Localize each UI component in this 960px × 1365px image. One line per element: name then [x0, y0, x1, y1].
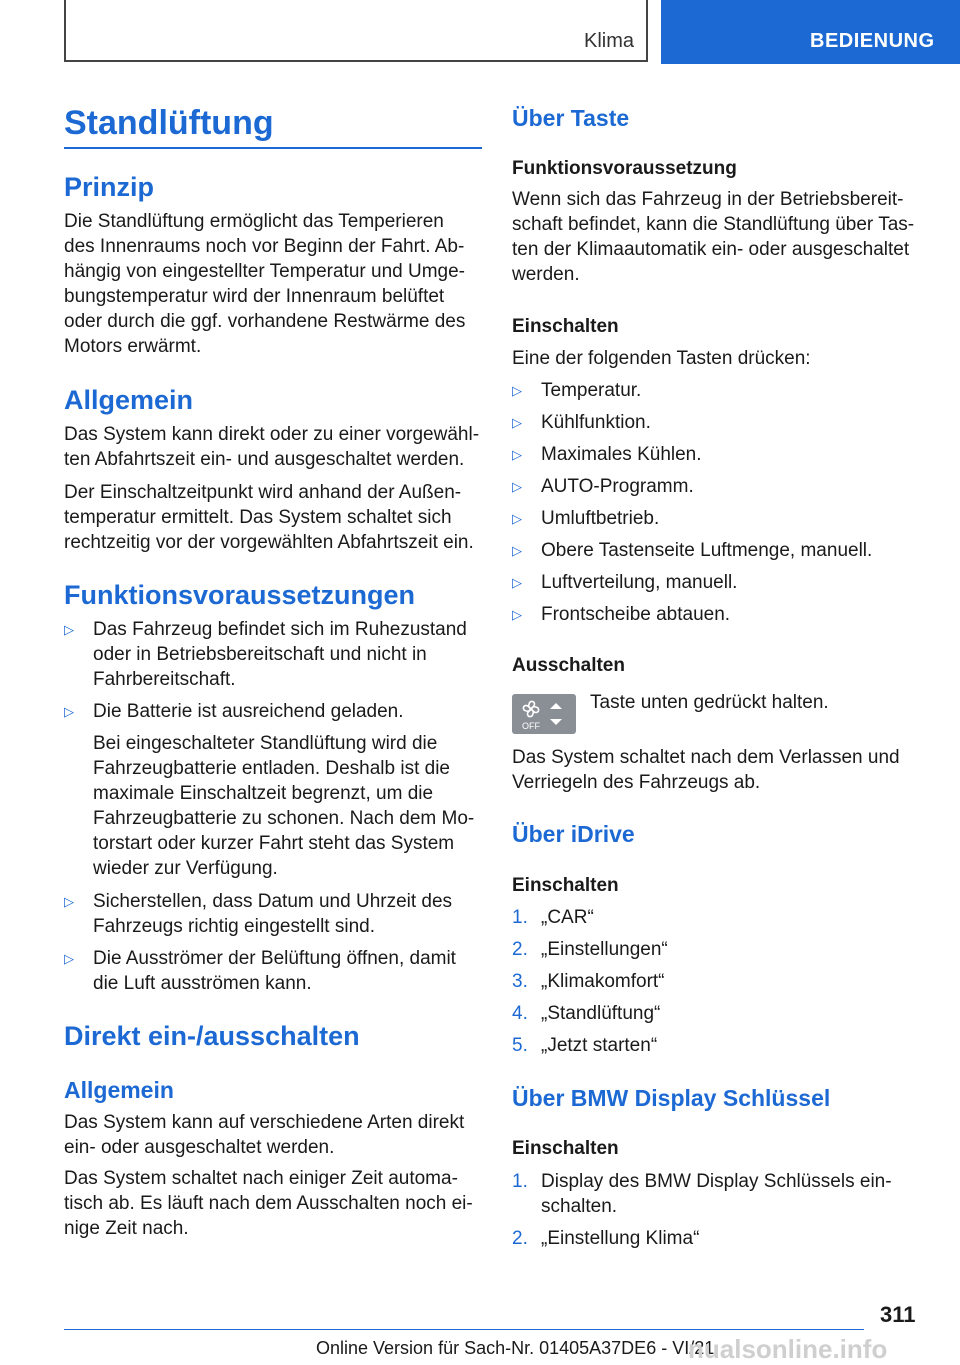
triangle-bullet-icon: ▷: [64, 704, 74, 719]
text-line: „Standlüftung“: [541, 1003, 661, 1024]
einschalten-intro: Eine der folgenden Tasten drücken:: [512, 348, 811, 369]
key-label: OFF: [522, 721, 540, 731]
allgemein-paragraph-2: [64, 480, 482, 555]
step-number: 1.: [512, 1171, 528, 1192]
text-line: Die Standlüftung ermöglicht das Temperieren: [64, 211, 444, 232]
text-line: nige Zeit nach.: [64, 1218, 189, 1239]
text-line: „Einstellung Klima“: [541, 1228, 700, 1249]
text-line: rechtzeitig vor der vorgewählten Abfahrtszeit ein.: [64, 532, 474, 553]
triangle-bullet-icon: ▷: [512, 383, 522, 398]
text-line: Das Fahrzeug befindet sich im Ruhezustand: [93, 619, 467, 640]
header-chapter-title: BEDIENUNG: [810, 30, 935, 52]
step-number: 2.: [512, 939, 528, 960]
triangle-bullet-icon: ▷: [64, 894, 74, 909]
text-line: oder durch die ggf. vorhandene Restwärme des: [64, 311, 466, 332]
funktionsvoraussetzung-paragraph: [512, 187, 930, 287]
prinzip-paragraph: [64, 209, 482, 359]
text-line: schalten.: [541, 1196, 618, 1217]
text-line: oder in Betriebsbereitschaft und nicht in: [93, 644, 427, 665]
text-line: AUTO-Programm.: [541, 476, 694, 497]
allgemein-heading: Allgemein: [64, 385, 194, 415]
triangle-bullet-icon: ▷: [512, 447, 522, 462]
fan-off-key-icon: [512, 694, 576, 734]
step-number: 3.: [512, 971, 528, 992]
prinzip-heading: Prinzip: [64, 172, 155, 202]
triangle-bullet-icon: ▷: [512, 415, 522, 430]
text-line: Das System kann auf verschiedene Arten direkt: [64, 1112, 465, 1133]
text-line: hängig von eingestellter Temperatur und Umge‐: [64, 261, 465, 282]
text-line: Luftverteilung, manuell.: [541, 572, 738, 593]
triangle-bullet-icon: ▷: [512, 543, 522, 558]
text-line: ten der Klimaautomatik ein- oder ausgeschaltet: [512, 239, 910, 260]
text-line: Temperatur.: [541, 380, 642, 401]
text-line: Obere Tastenseite Luftmenge, manuell.: [541, 540, 873, 561]
text-line: tisch ab. Es läuft nach dem Ausschalten noch ei‐: [64, 1193, 473, 1214]
text-line: Das System schaltet nach einiger Zeit automa‐: [64, 1168, 458, 1189]
page-title: Standlüftung: [64, 104, 274, 142]
text-line: Verriegeln des Fahrzeugs ab.: [512, 772, 761, 793]
taste-heading: Über Taste: [512, 105, 630, 131]
idrive-heading: Über iDrive: [512, 821, 635, 847]
text-line: des Innenraums noch vor Beginn der Fahrt. Ab‐: [64, 236, 465, 257]
step-number: 1.: [512, 907, 528, 928]
header-chapter-tab: [661, 0, 960, 64]
allgemein-paragraph-1: [64, 422, 482, 472]
step-number: 4.: [512, 1003, 528, 1024]
fan-icon: [512, 694, 576, 734]
text-line: die Luft ausströmen kann.: [93, 973, 312, 994]
allgemein2-paragraph-2: [64, 1166, 482, 1241]
display-einschalten-heading: Einschalten: [512, 1138, 619, 1159]
text-line: Fahrzeugbatterie zu schonen. Nach dem Mo‐: [93, 808, 475, 829]
step-number: 2.: [512, 1228, 528, 1249]
text-line: „Klimakomfort“: [541, 971, 665, 992]
text-line: Fahrbereitschaft.: [93, 669, 236, 690]
allgemein2-heading: Allgemein: [64, 1077, 174, 1103]
page-number: 311: [880, 1302, 916, 1327]
triangle-bullet-icon: ▷: [512, 479, 522, 494]
text-line: Das System kann direkt oder zu einer vorgewähl‐: [64, 424, 480, 445]
text-line: Die Batterie ist ausreichend geladen.: [93, 701, 404, 722]
text-line: Fahrzeugbatterie entladen. Deshalb ist die: [93, 758, 451, 779]
einschalten-heading: Einschalten: [512, 316, 619, 337]
text-line: Umluftbetrieb.: [541, 508, 660, 529]
text-line: Kühlfunktion.: [541, 412, 651, 433]
title-rule: [64, 147, 482, 149]
ausschalten-paragraph: [512, 745, 930, 795]
idrive-einschalten-heading: Einschalten: [512, 875, 619, 896]
text-line: Fahrzeugs richtig eingestellt sind.: [93, 916, 375, 937]
text-line: Display des BMW Display Schlüssels ein‐: [541, 1171, 892, 1192]
ausschalten-text: Taste unten gedrückt halten.: [590, 692, 829, 713]
direkt-heading: Direkt ein-/ausschalten: [64, 1021, 360, 1051]
text-line: Das System schaltet nach dem Verlassen und: [512, 747, 900, 768]
allgemein2-paragraph-1: [64, 1110, 482, 1160]
funktionsvoraussetzungen-heading: Funktionsvoraussetzungen: [64, 580, 416, 610]
text-line: temperatur ermittelt. Das System schaltet sich: [64, 507, 452, 528]
text-line: „CAR“: [541, 907, 594, 928]
text-line: bungstemperatur wird der Innenraum belüftet: [64, 286, 445, 307]
text-line: Der Einschaltzeitpunkt wird anhand der Außen‐: [64, 482, 462, 503]
text-line: ein- oder ausgeschaltet werden.: [64, 1137, 335, 1158]
display-key-heading: Über BMW Display Schlüssel: [512, 1085, 831, 1111]
text-line: wieder zur Verfügung.: [93, 858, 278, 879]
text-line: Wenn sich das Fahrzeug in der Betriebsbereit‐: [512, 189, 904, 210]
step-number: 5.: [512, 1035, 528, 1056]
text-line: „Jetzt starten“: [541, 1035, 658, 1056]
text-line: Motors erwärmt.: [64, 336, 202, 357]
text-line: torstart oder kurzer Fahrt steht das System: [93, 833, 455, 854]
text-line: schaft befindet, kann die Standlüftung über Tas‐: [512, 214, 915, 235]
text-line: Sicherstellen, dass Datum und Uhrzeit des: [93, 891, 453, 912]
triangle-bullet-icon: ▷: [512, 575, 522, 590]
online-version-text: Online Version für Sach-Nr. 01405A37DE6 - VI/21: [316, 1338, 715, 1358]
watermark: nualsonline.info: [688, 1334, 888, 1364]
text-line: Die Ausströmer der Belüftung öffnen, damit: [93, 948, 456, 969]
funktionsvoraussetzung-heading: Funktionsvoraussetzung: [512, 158, 737, 179]
triangle-bullet-icon: ▷: [512, 511, 522, 526]
triangle-bullet-icon: ▷: [64, 951, 74, 966]
text-line: „Einstellungen“: [541, 939, 668, 960]
triangle-bullet-icon: ▷: [512, 607, 522, 622]
text-line: ten Abfahrtszeit ein- und ausgeschaltet werden.: [64, 449, 465, 470]
footer-rule: [64, 1329, 864, 1330]
text-line: Maximales Kühlen.: [541, 444, 702, 465]
triangle-bullet-icon: ▷: [64, 622, 74, 637]
header-section-box: [64, 0, 648, 62]
ausschalten-heading: Ausschalten: [512, 655, 625, 676]
header-section-title: Klima: [583, 30, 634, 52]
text-line: maximale Einschaltzeit begrenzt, um die: [93, 783, 434, 804]
text-line: werden.: [512, 264, 580, 285]
text-line: Bei eingeschalteter Standlüftung wird die: [93, 733, 438, 754]
text-line: Frontscheibe abtauen.: [541, 604, 731, 625]
